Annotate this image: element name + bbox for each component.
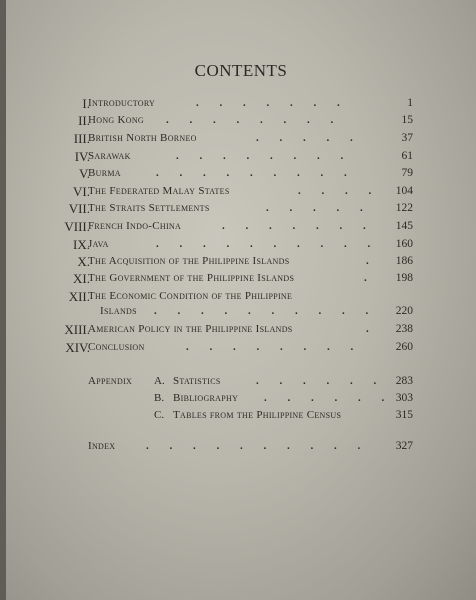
chapter-title: The Straits Settlements: [88, 202, 210, 214]
chapter-number: VII.: [68, 201, 90, 216]
chapter-page: 15: [401, 114, 413, 126]
toc-entry: [6, 112, 476, 129]
chapter-title: British North Borneo: [88, 132, 197, 144]
chapter-number: III.: [73, 131, 90, 146]
appendix-page: 303: [395, 392, 413, 404]
chapter-title: The Government of the Philippine Islands: [88, 272, 295, 284]
chapter-title: Sarawak: [88, 150, 131, 162]
leader-dots: . . . . . . . .: [166, 114, 343, 126]
toc-entry: [6, 236, 476, 253]
chapter-page: 1: [407, 97, 413, 109]
appendix-entry: [6, 373, 476, 390]
chapter-page: 260: [395, 341, 413, 353]
leader-dots: . . . . . . . .: [186, 341, 363, 353]
appendix-letter: B.: [154, 392, 165, 404]
toc-entry: [6, 148, 476, 165]
index-page: 327: [395, 440, 413, 452]
chapter-number: XIII.: [64, 322, 90, 337]
chapter-title: Introductory: [88, 97, 156, 109]
toc-entry: [6, 183, 476, 200]
leader-dots: .: [364, 272, 376, 284]
chapter-number: V.: [79, 166, 90, 181]
chapter-title: French Indo-China: [88, 220, 182, 232]
toc-entry: [6, 270, 476, 287]
leader-dots: . . . . . .: [256, 375, 386, 387]
chapter-page: 122: [395, 202, 413, 214]
leader-dots: .: [366, 255, 378, 267]
chapter-number: II.: [78, 113, 90, 128]
appendix-entry: [6, 390, 476, 407]
chapter-page: 61: [401, 150, 413, 162]
toc-entry: [6, 200, 476, 217]
chapter-title: Java: [88, 238, 109, 250]
leader-dots: . . . . . . . . . .: [146, 440, 370, 452]
toc-entry: [6, 95, 476, 112]
chapter-page: 104: [395, 185, 413, 197]
chapter-number: IV.: [74, 149, 90, 164]
chapter-title: Conclusion: [88, 341, 145, 353]
chapter-number: VIII.: [64, 219, 90, 234]
chapter-title: Hong Kong: [88, 114, 145, 126]
chapter-number: IX.: [73, 237, 90, 252]
chapter-title: American Policy in the Philippine Islands: [88, 323, 293, 335]
chapter-number: VI.: [73, 184, 90, 199]
chapter-page: 220: [395, 305, 413, 317]
chapter-page: 79: [401, 167, 413, 179]
toc-entry: [6, 339, 476, 356]
appendix-title: Tables from the Philippine Census: [173, 409, 342, 421]
leader-dots: . . . . . . . . . .: [154, 305, 378, 317]
appendix-title: Statistics: [173, 375, 221, 387]
leader-dots: . . . . .: [266, 202, 372, 214]
chapter-title-continued: Islands: [100, 305, 137, 317]
page-title: CONTENTS: [194, 61, 288, 80]
index-entry: [6, 438, 476, 455]
chapter-number: X.: [77, 254, 90, 269]
chapter-page: 37: [401, 132, 413, 144]
leader-dots: . . . . .: [256, 132, 362, 144]
appendix-letter: C.: [154, 409, 165, 421]
book-page: [6, 0, 476, 600]
appendix-page: 283: [395, 375, 413, 387]
appendix-letter: A.: [154, 375, 165, 387]
leader-dots: . . . .: [298, 185, 381, 197]
leader-dots: . . . . . . . . .: [156, 167, 356, 179]
chapter-number: I.: [82, 96, 90, 111]
toc-entry: [6, 321, 476, 338]
chapter-page: 160: [395, 238, 413, 250]
toc-entry: [6, 165, 476, 182]
leader-dots: . . . . . . .: [222, 220, 375, 232]
toc-entry: [6, 130, 476, 147]
toc-entry: [6, 218, 476, 235]
chapter-page: 186: [395, 255, 413, 267]
appendix-title: Bibliography: [173, 392, 239, 404]
leader-dots: .: [366, 323, 378, 335]
appendix-entry: [6, 407, 476, 424]
chapter-title: The Federated Malay States: [88, 185, 230, 197]
chapter-number: XII.: [68, 289, 90, 304]
toc-entry: [6, 253, 476, 270]
leader-dots: . . . . . . . .: [176, 150, 353, 162]
chapter-number: XI.: [73, 271, 90, 286]
chapter-title: The Acquisition of the Philippine Islands: [88, 255, 290, 267]
leader-dots: . . . . . . .: [196, 97, 349, 109]
leader-dots: . . . . . .: [264, 392, 394, 404]
appendix-page: 315: [395, 409, 413, 421]
chapter-title: Burma: [88, 167, 121, 179]
leader-dots: . . . . . . . . . .: [156, 238, 380, 250]
appendix-label: Appendix: [88, 375, 133, 387]
toc-entry-continued: [6, 303, 476, 320]
chapter-number: XIV.: [65, 340, 90, 355]
chapter-page: 238: [395, 323, 413, 335]
chapter-title: The Economic Condition of the Philippine: [88, 290, 293, 302]
index-title: Index: [88, 440, 116, 452]
chapter-page: 198: [395, 272, 413, 284]
chapter-page: 145: [395, 220, 413, 232]
